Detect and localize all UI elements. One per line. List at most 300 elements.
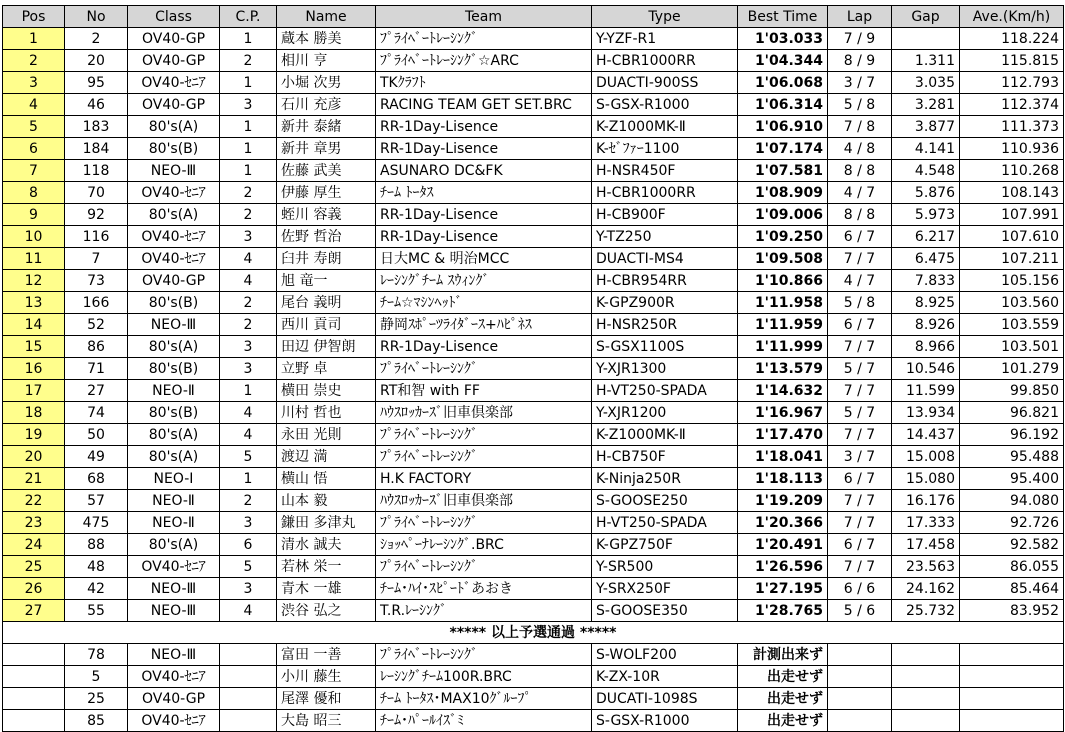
cell-team: ﾁｰﾑ･ﾊｲ･ｽﾋﾟｰﾄﾞあおき [376,578,592,600]
cell-team: ﾁｰﾑ ﾄｰﾀｽ [376,182,592,204]
cell-cp: 2 [220,490,277,512]
cell-class: 80's(A) [128,424,220,446]
cell-no: 49 [65,446,128,468]
cell-best-time: 1'06.068 [738,72,828,94]
cell-type: Y-YZF-R1 [592,28,738,50]
cell-pos: 4 [3,94,65,116]
cell-lap: 8 / 9 [828,50,892,72]
cell-no: 166 [65,292,128,314]
cell-name: 永田 光則 [277,424,376,446]
cell-best-time: 1'14.632 [738,380,828,402]
cell-lap [828,688,892,710]
cell-class: NEO-Ⅲ [128,600,220,622]
cell-name: 佐野 哲治 [277,226,376,248]
cell-cp [220,666,277,688]
cell-name: 伊藤 厚生 [277,182,376,204]
cell-no: 27 [65,380,128,402]
cell-type: H-NSR450F [592,160,738,182]
cell-pos [3,688,65,710]
cell-class: NEO-Ⅲ [128,314,220,336]
cell-type: DUACTI-MS4 [592,248,738,270]
cell-ave-speed [960,644,1064,666]
cell-team: ﾌﾟﾗｲﾍﾞｰﾄﾚｰｼﾝｸﾞ [376,556,592,578]
cell-team: RR-1Day-Lisence [376,226,592,248]
cell-no: 183 [65,116,128,138]
cell-gap [892,688,960,710]
cell-no: 73 [65,270,128,292]
cell-class: 80's(A) [128,116,220,138]
cell-team: RT和智 with FF [376,380,592,402]
cell-no: 68 [65,468,128,490]
header-row [3,6,1064,28]
header-team: Team [376,6,592,28]
cell-pos: 22 [3,490,65,512]
cell-lap: 4 / 7 [828,182,892,204]
cell-lap [828,710,892,732]
cell-pos: 12 [3,270,65,292]
cell-type: Y-XJR1300 [592,358,738,380]
cell-team: ﾁｰﾑ･ﾊﾟｰﾙｲｽﾞﾐ [376,710,592,732]
cell-ave-speed: 110.268 [960,160,1064,182]
cell-no: 5 [65,666,128,688]
cell-no: 85 [65,710,128,732]
cell-cp: 5 [220,446,277,468]
cell-best-time: 1'04.344 [738,50,828,72]
cell-lap: 5 / 8 [828,292,892,314]
cell-gap: 24.162 [892,578,960,600]
header-pos: Pos [3,6,65,28]
table-row [3,600,1064,622]
cell-ave-speed: 118.224 [960,28,1064,50]
cell-pos: 10 [3,226,65,248]
cell-team: RACING TEAM GET SET.BRC [376,94,592,116]
cell-ave-speed: 94.080 [960,490,1064,512]
cell-best-time: 1'16.967 [738,402,828,424]
table-row [3,314,1064,336]
cell-no: 95 [65,72,128,94]
cell-lap: 7 / 7 [828,556,892,578]
cell-gap: 8.926 [892,314,960,336]
cell-team: ｼｮｯﾍﾟｰﾅﾚｰｼﾝｸﾞ.BRC [376,534,592,556]
cell-gap: 25.732 [892,600,960,622]
cell-best-time: 1'20.366 [738,512,828,534]
cell-best-time: 1'11.958 [738,292,828,314]
cell-cp [220,710,277,732]
cell-lap: 8 / 8 [828,204,892,226]
cell-ave-speed: 112.793 [960,72,1064,94]
cell-lap: 4 / 8 [828,138,892,160]
cell-team: RR-1Day-Lisence [376,336,592,358]
cell-pos [3,710,65,732]
cell-no: 88 [65,534,128,556]
cell-lap: 7 / 7 [828,336,892,358]
cell-ave-speed: 107.991 [960,204,1064,226]
cell-cp: 1 [220,72,277,94]
table-row [3,292,1064,314]
table-row [3,358,1064,380]
cell-pos: 19 [3,424,65,446]
cell-team: RR-1Day-Lisence [376,204,592,226]
header-no: No [65,6,128,28]
cell-name: 新井 泰緒 [277,116,376,138]
cell-ave-speed: 92.726 [960,512,1064,534]
cell-pos: 5 [3,116,65,138]
cell-type: H-VT250-SPADA [592,512,738,534]
cell-team: 静岡ｽﾎﾟｰﾂﾗｲﾀﾞｰｽ+ﾊﾋﾟﾈｽ [376,314,592,336]
cell-lap: 7 / 7 [828,490,892,512]
cell-gap: 17.458 [892,534,960,556]
cell-name: 富田 一善 [277,644,376,666]
cell-name: 蛭川 容義 [277,204,376,226]
cell-type: Y-SR500 [592,556,738,578]
table-row [3,534,1064,556]
table-row [3,28,1064,50]
cell-lap: 6 / 7 [828,314,892,336]
cell-ave-speed: 110.936 [960,138,1064,160]
cell-ave-speed [960,666,1064,688]
cell-name: 横山 悟 [277,468,376,490]
cell-cp: 5 [220,556,277,578]
cell-type: S-GOOSE250 [592,490,738,512]
cell-best-time: 1'19.209 [738,490,828,512]
cell-class: OV40-ｾﾆｱ [128,556,220,578]
cell-pos: 7 [3,160,65,182]
cell-cp: 3 [220,578,277,600]
cell-class: 80's(B) [128,292,220,314]
qualifying-separator: ***** 以上予選通過 ***** [3,622,1064,644]
cell-lap: 6 / 7 [828,534,892,556]
cell-best-time: 1'18.113 [738,468,828,490]
cell-lap: 7 / 7 [828,424,892,446]
table-header [3,6,1064,28]
cell-team: T.R.ﾚｰｼﾝｸﾞ [376,600,592,622]
cell-cp: 3 [220,336,277,358]
cell-type: Y-TZ250 [592,226,738,248]
cell-gap: 6.475 [892,248,960,270]
cell-name: 横田 崇史 [277,380,376,402]
cell-pos: 3 [3,72,65,94]
cell-name: 臼井 寿朗 [277,248,376,270]
results-table [2,5,1064,732]
cell-name: 渡辺 満 [277,446,376,468]
cell-cp: 4 [220,424,277,446]
cell-ave-speed: 115.815 [960,50,1064,72]
cell-no: 116 [65,226,128,248]
cell-ave-speed: 108.143 [960,182,1064,204]
cell-ave-speed: 103.560 [960,292,1064,314]
cell-team: ﾌﾟﾗｲﾍﾞｰﾄﾚｰｼﾝｸﾞ [376,358,592,380]
cell-name: 相川 亨 [277,50,376,72]
cell-team: ﾌﾟﾗｲﾍﾞｰﾄﾚｰｼﾝｸﾞ [376,512,592,534]
cell-lap: 6 / 7 [828,226,892,248]
cell-lap: 5 / 7 [828,402,892,424]
cell-team: RR-1Day-Lisence [376,116,592,138]
cell-class: OV40-GP [128,50,220,72]
cell-no: 74 [65,402,128,424]
cell-ave-speed: 103.559 [960,314,1064,336]
cell-no: 42 [65,578,128,600]
cell-pos: 18 [3,402,65,424]
cell-class: OV40-ｾﾆｱ [128,710,220,732]
cell-type: K-GPZ900R [592,292,738,314]
cell-cp: 3 [220,512,277,534]
cell-type: S-WOLF200 [592,644,738,666]
cell-team: ﾌﾟﾗｲﾍﾞｰﾄﾚｰｼﾝｸﾞ [376,644,592,666]
table-row [3,666,1064,688]
cell-best-time: 1'09.250 [738,226,828,248]
cell-type: Y-SRX250F [592,578,738,600]
cell-name: 新井 章男 [277,138,376,160]
cell-class: OV40-GP [128,688,220,710]
cell-pos: 13 [3,292,65,314]
cell-best-time: 1'27.195 [738,578,828,600]
cell-best-time: 1'03.033 [738,28,828,50]
cell-best-time: 出走せず [738,688,828,710]
cell-lap: 7 / 8 [828,116,892,138]
cell-best-time: 1'07.581 [738,160,828,182]
cell-class: OV40-GP [128,28,220,50]
table-row [3,688,1064,710]
table-row [3,644,1064,666]
cell-pos: 26 [3,578,65,600]
cell-no: 46 [65,94,128,116]
cell-pos [3,644,65,666]
cell-gap [892,666,960,688]
cell-team: TKｸﾗﾌﾄ [376,72,592,94]
cell-ave-speed: 111.373 [960,116,1064,138]
cell-team: ﾌﾟﾗｲﾍﾞｰﾄﾚｰｼﾝｸﾞ [376,28,592,50]
cell-lap: 7 / 9 [828,28,892,50]
cell-best-time: 1'13.579 [738,358,828,380]
cell-class: OV40-ｾﾆｱ [128,666,220,688]
cell-best-time: 1'11.999 [738,336,828,358]
table-row [3,50,1064,72]
cell-pos: 2 [3,50,65,72]
cell-pos: 20 [3,446,65,468]
cell-best-time: 1'11.959 [738,314,828,336]
cell-type: H-CB750F [592,446,738,468]
cell-best-time: 1'09.006 [738,204,828,226]
cell-type: H-NSR250R [592,314,738,336]
cell-no: 52 [65,314,128,336]
table-row [3,248,1064,270]
cell-type: Y-XJR1200 [592,402,738,424]
cell-class: NEO-Ⅰ [128,468,220,490]
qualifying-separator-row [3,622,1064,644]
cell-team: ﾁｰﾑ☆ﾏｼﾝﾍｯﾄﾞ [376,292,592,314]
cell-best-time: 1'09.508 [738,248,828,270]
cell-gap: 6.217 [892,226,960,248]
cell-no: 7 [65,248,128,270]
cell-type: H-CBR1000RR [592,50,738,72]
cell-ave-speed: 83.952 [960,600,1064,622]
cell-gap: 8.925 [892,292,960,314]
cell-no: 25 [65,688,128,710]
header-class: Class [128,6,220,28]
cell-ave-speed: 101.279 [960,358,1064,380]
cell-class: OV40-GP [128,270,220,292]
cell-gap: 4.548 [892,160,960,182]
cell-name: 渋谷 弘之 [277,600,376,622]
cell-gap: 3.281 [892,94,960,116]
cell-cp: 4 [220,248,277,270]
cell-gap: 3.877 [892,116,960,138]
cell-pos: 16 [3,358,65,380]
cell-type: DUCATI-1098S [592,688,738,710]
cell-team: RR-1Day-Lisence [376,138,592,160]
table-row [3,556,1064,578]
cell-cp: 1 [220,138,277,160]
cell-ave-speed: 107.211 [960,248,1064,270]
cell-ave-speed: 95.400 [960,468,1064,490]
cell-no: 20 [65,50,128,72]
cell-team: ﾚｰｼﾝｸﾞﾁｰﾑ100R.BRC [376,666,592,688]
cell-class: NEO-Ⅱ [128,380,220,402]
table-row [3,380,1064,402]
cell-team: 日大MC & 明治MCC [376,248,592,270]
cell-cp: 3 [220,226,277,248]
cell-ave-speed: 107.610 [960,226,1064,248]
cell-type: H-CBR1000RR [592,182,738,204]
cell-cp: 4 [220,402,277,424]
cell-cp: 1 [220,116,277,138]
cell-ave-speed: 92.582 [960,534,1064,556]
cell-type: S-GOOSE350 [592,600,738,622]
cell-class: 80's(B) [128,358,220,380]
cell-name: 鎌田 多津丸 [277,512,376,534]
cell-team: ﾌﾟﾗｲﾍﾞｰﾄﾚｰｼﾝｸﾞ☆ARC [376,50,592,72]
cell-lap: 4 / 7 [828,270,892,292]
cell-class: 80's(A) [128,446,220,468]
cell-class: 80's(A) [128,336,220,358]
cell-ave-speed: 99.850 [960,380,1064,402]
cell-best-time: 1'06.910 [738,116,828,138]
cell-best-time: 1'18.041 [738,446,828,468]
cell-lap: 8 / 8 [828,160,892,182]
cell-type: K-GPZ750F [592,534,738,556]
cell-gap: 10.546 [892,358,960,380]
cell-type: K-ZX-10R [592,666,738,688]
cell-name: 大島 昭三 [277,710,376,732]
table-row [3,512,1064,534]
cell-type: H-CBR954RR [592,270,738,292]
cell-pos: 14 [3,314,65,336]
cell-ave-speed: 112.374 [960,94,1064,116]
cell-lap: 5 / 8 [828,94,892,116]
cell-cp: 4 [220,270,277,292]
cell-team: H.K FACTORY [376,468,592,490]
cell-best-time: 計測出来ず [738,644,828,666]
cell-pos: 15 [3,336,65,358]
header-best-time: Best Time [738,6,828,28]
cell-gap: 7.833 [892,270,960,292]
cell-gap: 17.333 [892,512,960,534]
cell-pos: 25 [3,556,65,578]
cell-ave-speed: 86.055 [960,556,1064,578]
cell-name: 川村 哲也 [277,402,376,424]
cell-ave-speed [960,688,1064,710]
cell-no: 57 [65,490,128,512]
cell-best-time: 1'20.491 [738,534,828,556]
cell-gap [892,644,960,666]
cell-type: S-GSX1100S [592,336,738,358]
cell-gap: 14.437 [892,424,960,446]
cell-type: S-GSX-R1000 [592,94,738,116]
cell-no: 475 [65,512,128,534]
table-row [3,72,1064,94]
cell-best-time: 1'26.596 [738,556,828,578]
cell-type: H-VT250-SPADA [592,380,738,402]
cell-best-time: 1'28.765 [738,600,828,622]
cell-pos: 17 [3,380,65,402]
cell-gap: 16.176 [892,490,960,512]
cell-cp [220,688,277,710]
cell-name: 山本 毅 [277,490,376,512]
cell-lap: 6 / 6 [828,578,892,600]
cell-best-time: 1'07.174 [738,138,828,160]
cell-cp: 2 [220,292,277,314]
cell-cp: 3 [220,358,277,380]
cell-ave-speed: 95.488 [960,446,1064,468]
table-row [3,270,1064,292]
cell-gap [892,28,960,50]
cell-name: 石川 充彦 [277,94,376,116]
cell-lap [828,666,892,688]
cell-lap: 5 / 6 [828,600,892,622]
table-row [3,138,1064,160]
cell-no: 118 [65,160,128,182]
cell-gap: 13.934 [892,402,960,424]
cell-gap: 15.008 [892,446,960,468]
cell-class: OV40-ｾﾆｱ [128,182,220,204]
table-row [3,468,1064,490]
cell-no: 70 [65,182,128,204]
cell-name: 小堀 次男 [277,72,376,94]
cell-name: 尾澤 優和 [277,688,376,710]
table-row [3,116,1064,138]
table-row [3,182,1064,204]
cell-ave-speed [960,710,1064,732]
cell-class: OV40-ｾﾆｱ [128,72,220,94]
cell-type: H-CB900F [592,204,738,226]
header-ave-speed: Ave.(Km/h) [960,6,1064,28]
cell-cp: 4 [220,600,277,622]
cell-best-time: 出走せず [738,710,828,732]
table-row [3,204,1064,226]
cell-class: NEO-Ⅱ [128,512,220,534]
cell-type: DUACTI-900SS [592,72,738,94]
cell-pos: 21 [3,468,65,490]
cell-cp: 2 [220,314,277,336]
cell-class: 80's(B) [128,402,220,424]
cell-class: 80's(A) [128,534,220,556]
cell-gap: 1.311 [892,50,960,72]
cell-gap: 11.599 [892,380,960,402]
cell-ave-speed: 103.501 [960,336,1064,358]
cell-no: 55 [65,600,128,622]
cell-gap: 15.080 [892,468,960,490]
table-row [3,160,1064,182]
table-row [3,424,1064,446]
cell-team: ﾊｳｽﾛｯｶｰｽﾞ旧車倶楽部 [376,402,592,424]
header-gap: Gap [892,6,960,28]
cell-best-time: 出走せず [738,666,828,688]
table-row [3,710,1064,732]
cell-cp: 1 [220,468,277,490]
cell-gap: 3.035 [892,72,960,94]
cell-name: 小川 藤生 [277,666,376,688]
cell-cp: 2 [220,204,277,226]
